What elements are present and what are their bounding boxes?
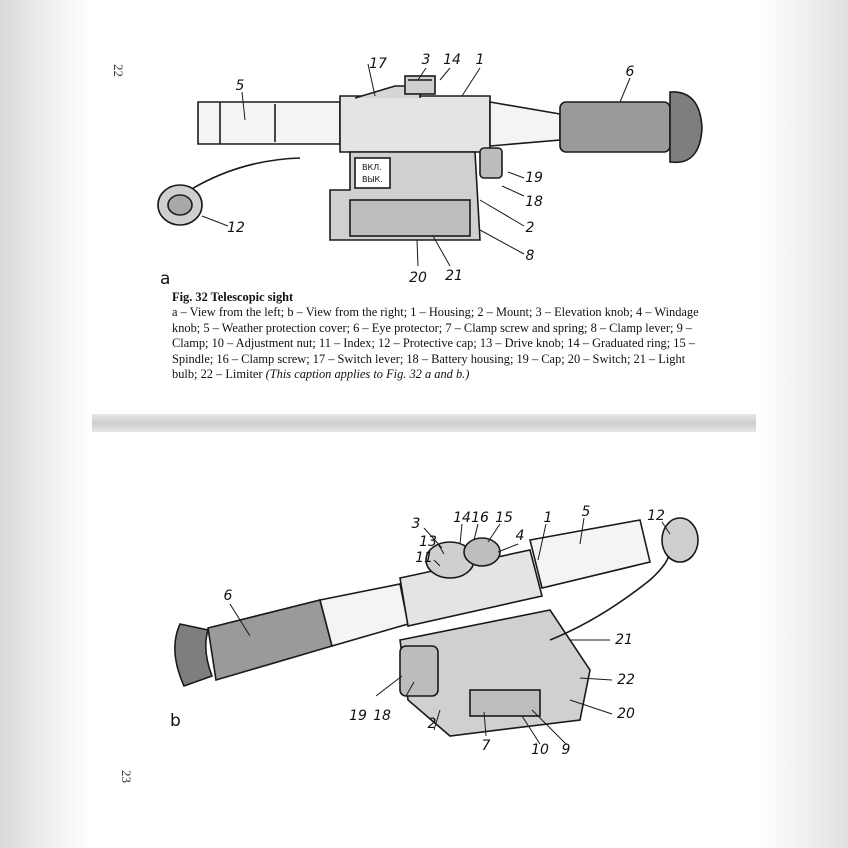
page-number-top: 22	[111, 64, 126, 77]
page-number-bottom: 23	[119, 770, 134, 783]
label-b-6: 6	[223, 588, 233, 604]
protective-cap-b	[662, 518, 698, 562]
figure-a-scope-left-view	[150, 40, 730, 290]
label-b-19: 19	[349, 708, 367, 724]
label-a-17: 17	[369, 56, 387, 72]
label-a-3: 3	[421, 52, 431, 68]
label-b-11: 11	[415, 550, 433, 566]
label-a-12: 12	[227, 220, 245, 236]
label-b-7: 7	[481, 738, 491, 754]
label-a-14: 14	[443, 52, 461, 68]
battery-housing	[480, 148, 502, 178]
label-a-8: 8	[525, 248, 535, 264]
label-b-3: 3	[411, 516, 421, 532]
eyepiece-cover	[560, 102, 670, 152]
caption-note: (This caption applies to Fig. 32 a and b.)	[265, 367, 470, 382]
windage-knob-b	[464, 538, 500, 566]
eye-protector-b	[175, 624, 212, 686]
figure-b-letter: b	[170, 711, 181, 731]
caption-title: Fig. 32 Telescopic sight	[172, 290, 294, 304]
page-gap	[92, 414, 756, 432]
label-b-21: 21	[615, 632, 633, 648]
label-b-22: 22	[617, 672, 635, 688]
label-b-4: 4	[515, 528, 525, 544]
scan-edge-right	[756, 0, 848, 848]
housing	[340, 96, 490, 152]
label-a-2: 2	[525, 220, 535, 236]
elevation-knob	[405, 76, 435, 94]
label-b-14: 14	[453, 510, 471, 526]
figure-b-scope-right-view	[150, 500, 730, 770]
label-b-13: 13	[419, 534, 437, 550]
label-b-20: 20	[617, 706, 635, 722]
label-a-5: 5	[235, 78, 245, 94]
label-a-19: 19	[525, 170, 543, 186]
eyepiece-cover-b	[208, 600, 332, 680]
label-a-20: 20	[409, 270, 427, 286]
plate-text-off: ВЫК.	[362, 175, 383, 184]
figure-caption	[172, 290, 712, 382]
plate-text-on: ВКЛ.	[362, 163, 382, 172]
eye-protector	[670, 92, 702, 162]
figure-a-letter: a	[160, 269, 171, 289]
label-b-10: 10	[531, 742, 549, 758]
label-b-9: 9	[561, 742, 571, 758]
label-b-2: 2	[427, 716, 437, 732]
label-a-18: 18	[525, 194, 543, 210]
label-b-5: 5	[581, 504, 591, 520]
label-b-18: 18	[373, 708, 391, 724]
battery-housing-b	[400, 646, 438, 696]
objective-tube-b	[530, 520, 650, 588]
label-b-1: 1	[543, 510, 553, 526]
label-b-16: 16	[471, 510, 489, 526]
label-b-15: 15	[495, 510, 513, 526]
caption-body: a – View from the left; b – View from the right; 1 – Housing; 2 – Mount; 3 – Elevation knob; 4 – Windage knob; 5 – Weather protection cover; 6 – Eye protector; 7 – Clamp screw and spring; 8 – Clamp lever; 9 – Clamp; 10 – Adjustment nut; 11 – Index; 12 – Protective cap; 13 – Drive knob; 14 – Graduated ring; 15 – Spindle; 16 – Clamp screw; 17 – Switch lever; 18 – Battery housing; 19 – Cap; 20 – Switch; 21 – Light bulb; 22 – Limiter	[172, 305, 699, 382]
label-a-6: 6	[625, 64, 635, 80]
label-b-12: 12	[647, 508, 665, 524]
label-a-21: 21	[445, 268, 463, 284]
scan-edge-left	[0, 0, 92, 848]
label-a-1: 1	[475, 52, 485, 68]
